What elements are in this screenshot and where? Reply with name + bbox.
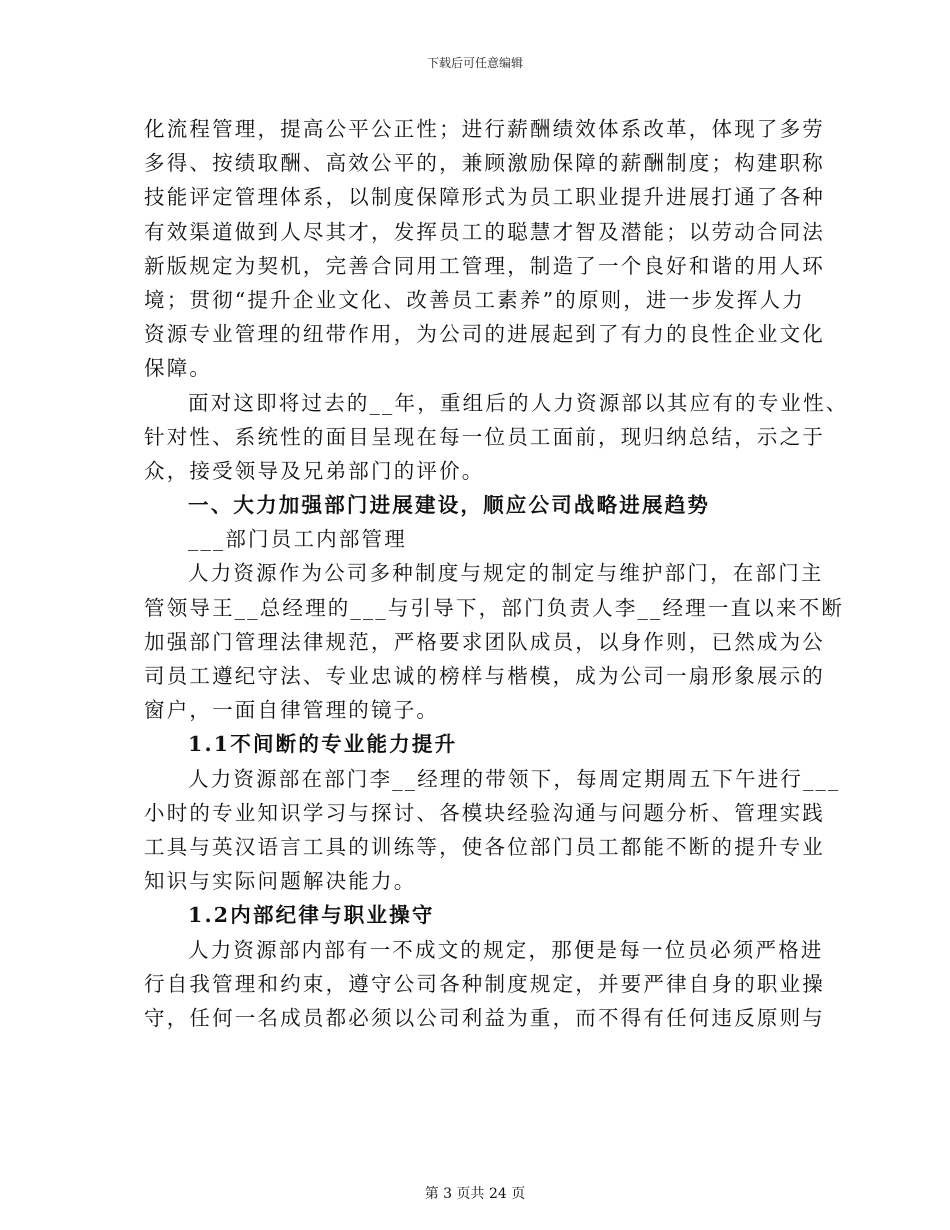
paragraph-line: 新版规定为契机，完善合同用工管理，制造了一个良好和谐的用人环 [144,253,825,278]
paragraph-line: 保障。 [144,356,213,381]
paragraph-line: 多得、按绩取酬、高效公平的，兼顾激励保障的薪酬制度；构建职称 [144,151,825,176]
paragraph-line: 境；贯彻“提升企业文化、改善员工素养”的原则，进一步发挥人力 [144,287,805,312]
subsection-heading: 1.1不间断的专业能力提升 [188,732,458,757]
paragraph-line: 众，接受领导及兄弟部门的评价。 [144,458,485,483]
paragraph-line: 有效渠道做到人尽其才，发挥员工的聪慧才智及潜能；以劳动合同法 [144,219,825,244]
paragraph-line: 窗户，一面自律管理的镜子。 [144,698,440,723]
paragraph-line: 加强部门管理法律规范，严格要求团队成员，以身作则，已然成为公 [144,629,825,654]
paragraph-line: 知识与实际问题解决能力。 [144,869,417,894]
paragraph-line: 司员工遵纪守法、专业忠诚的榜样与楷模，成为公司一扇形象展示的 [144,664,825,688]
paragraph-line: 守，任何一名成员都必须以公司利益为重，而不得有任何违反原则与 [144,1005,825,1030]
paragraph-line: 针对性、系统性的面目呈现在每一位员工面前，现归纳总结，示之于 [144,424,825,449]
page-header: 下载后可任意编辑 [426,56,523,70]
paragraph-line: 人力资源部在部门李__经理的带领下，每周定期周五下午进行___ [188,766,841,791]
paragraph-line: 小时的专业知识学习与探讨、各模块经验沟通与问题分析、管理实践 [144,800,825,825]
paragraph-line: 工具与英汉语言工具的训练等，使各位部门员工都能不断的提升专业 [144,834,825,859]
paragraph-line: 人力资源作为公司多种制度与规定的制定与维护部门，在部门主 [188,561,824,586]
subsection-heading: 1.2内部纪律与职业操守 [188,903,435,928]
page-footer: 第 3 页共 24 页 [424,1186,526,1202]
document-body [144,112,849,1035]
paragraph-line: 面对这即将过去的__年，重组后的人力资源部以其应有的专业性、 [188,390,849,415]
paragraph-line: 资源专业管理的纽带作用，为公司的进展起到了有力的良性企业文化 [144,322,825,347]
paragraph-line: 技能评定管理体系，以制度保障形式为员工职业提升进展打通了各种 [144,185,825,210]
paragraph-line: 管领导王__总经理的___与引导下，部门负责人李__经理一直以来不断 [144,595,845,620]
paragraph-line: 行自我管理和约束，遵守公司各种制度规定，并要严律自身的职业操 [144,971,825,996]
section-heading: 一、大力加强部门进展建设，顺应公司战略进展趋势 [188,493,711,518]
paragraph-line: 化流程管理，提高公平公正性；进行薪酬绩效体系改革，体现了多劳 [144,117,825,141]
paragraph-line: 人力资源部内部有一不成文的规定，那便是每一位员必须严格进 [188,937,824,962]
subsection-heading: ___部门员工内部管理 [188,527,407,552]
